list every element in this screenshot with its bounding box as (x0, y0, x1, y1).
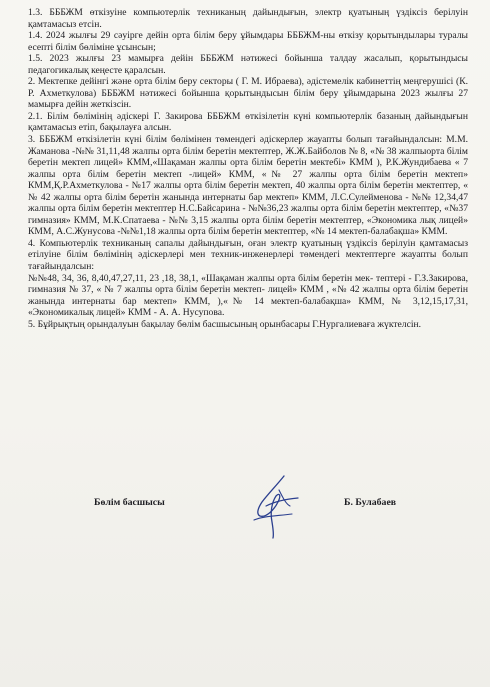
paragraph-1-4: 1.4. 2024 жылғы 29 сәуірге дейін орта білім беру ұйымдары БББЖМ-ны өткізу қорытындылары туралы есепті білім бөліміне ұсынсын; (28, 30, 468, 53)
document-body (28, 7, 468, 330)
paragraph-4: 4. Компьютерлік техниканың сапалы дайындығын, оған электр қуатының үздіксіз берілуін қамтамасыз етілуіне білім бөлімінің әдіскерлері мен техник-инженерлері төмендегі мектептерге жауапты болып тағайындалсын: (28, 237, 468, 273)
paragraph-2-1: 2.1. Білім бөлімінің әдіскері Г. Закирова БББЖМ өткізілетін күні компьютерлік базаның дайындығын қамтамасыз етіп, бақылауға алсын. (28, 110, 468, 134)
paragraph-2: 2. Мектепке дейінгі және орта білім беру секторы ( Г. М. Ибраева), әдістемелік кабинеттің меңгерушісі (К. Р. Ахметкулова) БББЖМ нәтижесі бойынша қорытындысын білім беру ұйымдарына 2023 жылғы 27 мамырға дейін жеткізсін. (28, 76, 468, 111)
paragraph-1-5: 1.5. 2023 жылғы 23 мамырға дейін БББЖМ нәтижесі бойынша талдау жасалып, қорытындысы педагогикалық кеңесте қаралсын. (28, 53, 468, 76)
signatory-title: Бөлім басшысы (94, 497, 165, 508)
signatory-name: Б. Булабаев (344, 497, 397, 508)
paragraph-3: 3. БББЖМ өткізілетін күні білім бөлімінен төмендегі әдіскерлер жауапты болып тағайындалсын: М.М. Жаманова -№№ 31,11,48 жалпы орта білім беретін мектептер, Ж.Ж.Байболов № 8, «№ 38 жалпыорта білім беретін мектеп лицей» КММ,«Шақаман жалпы орта білім беретін мектебі» КММ ), Р.К.Жундибаева « 7 жалпы орта білім беретін мектеп -лицей» КММ, «№ 27 жалпы орта білім беретін мектеп» КММ,Қ.Р.Ахметкулова - №17 жалпы орта білім беретін мектеп, 40 жалпы орта білім беретін мектептер, « № 42 жалпы орта білім беретін жанында интернаты бар мектеп» КММ, Л.С.Сулейменова - №№ 12,34,47 жалпы орта білім беретін мектептер Н.С.Байсарина - №№36,23 жалпы орта білім беретін мектептер, «№37 гимназия» КММ, М.К.Спатаева - №№ 3,15 жалпы орта білім беретін мектептер, «Экономика лық лицей» КММ, А.С.Жунусова -№№1,18 жалпы орта білім беретін мектептер, «№ 14 мектеп-балабақша» КММ. (28, 134, 468, 238)
handwritten-signature (246, 472, 306, 540)
paragraph-1-3: 1.3. БББЖМ өткізуіне компьютерлік техниканың дайындығын, электр қуатының үздіксіз берілуін қамтамасыз етсін. (28, 7, 468, 30)
paragraph-4-schools: №№48, 34, 36, 8,40,47,27,11, 23 ,18, 38,1, «Шақаман жалпы орта білім беретін мек- тептері - Г.З.Закирова, гимназия № 37, « № 7 жалпы орта білім беретін мектеп- лицей» КММ , «№ 42 жалпы орта білім беретін жанында интернаты бар мектеп» КММ, ),«№ 14 мектеп-балабақша» КММ, № 3,12,15,17,31, «Экономикалық лицей» КММ - А. А. Нусупова. (28, 272, 468, 319)
signature-block (0, 497, 490, 517)
paragraph-5: 5. Бұйрықтың орындалуын бақылау бөлім басшысының орынбасары Г.Нургалиеваға жүктелсін. (28, 318, 422, 330)
